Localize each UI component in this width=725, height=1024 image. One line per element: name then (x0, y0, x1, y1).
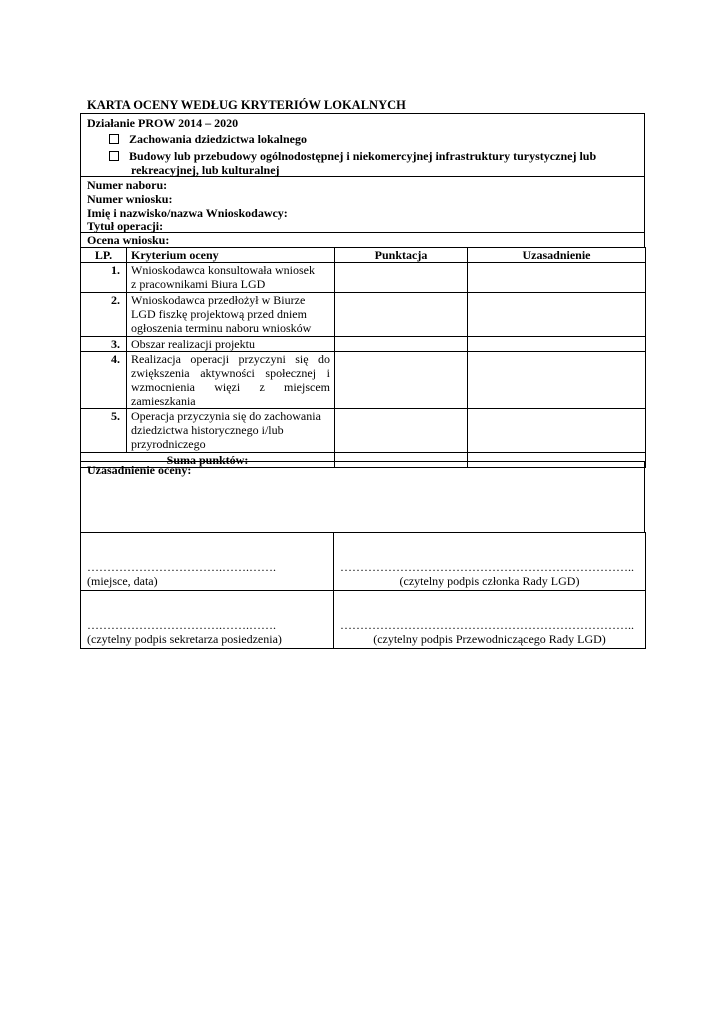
signatures-table (80, 532, 646, 649)
signatures-wrap (80, 532, 645, 649)
signature-row (81, 533, 646, 591)
justification-cell[interactable] (468, 293, 646, 337)
signature-dots: …………………………….…….……. (87, 618, 276, 632)
option-infrastructure-label-line2: rekreacyjnej, lub kulturalnej (131, 163, 280, 177)
signature-dots: ……………………………………………………………….. (340, 560, 634, 574)
criterion-line: wzmocnienia więzi z miejscem (131, 380, 330, 394)
criterion-line: zwiększenia aktywności społecznej i (131, 366, 330, 380)
checkbox-infrastructure[interactable] (109, 151, 119, 161)
evaluation-section (80, 232, 645, 248)
option-heritage[interactable] (109, 132, 307, 146)
score-cell[interactable] (335, 293, 468, 337)
option-infrastructure[interactable] (109, 149, 596, 163)
criteria-table-wrap (80, 247, 645, 468)
signature-dots: …………………………….…….……. (87, 560, 276, 574)
criterion-line: Operacja przyczynia się do zachowania (131, 409, 321, 423)
member-caption: (czytelny podpis członka Rady LGD) (399, 574, 580, 588)
row-criterion (127, 409, 335, 453)
criterion-line: LGD fiszkę projektową przed dniem (131, 307, 307, 321)
place-date-caption: (miejsce, data) (87, 574, 158, 588)
row-criterion (127, 293, 335, 337)
criterion-line: Wnioskodawca konsultowała wniosek (131, 263, 315, 277)
option-heritage-label: Zachowania dziedzictwa lokalnego (129, 132, 308, 146)
table-row (81, 263, 646, 293)
justification-cell[interactable] (468, 409, 646, 453)
member-signature-cell[interactable] (334, 533, 646, 591)
row-number: 4. (81, 352, 127, 409)
justification-section[interactable] (80, 461, 645, 533)
criterion-line: dziedzictwa historycznego i/lub (131, 423, 284, 437)
justification-label: Uzasadnienie oceny: (87, 463, 192, 477)
checkbox-heritage[interactable] (109, 134, 119, 144)
chairman-signature-cell[interactable] (334, 591, 646, 649)
info-section (80, 176, 645, 233)
criterion-line: ogłoszenia terminu naboru wniosków (131, 321, 312, 335)
row-number: 3. (81, 337, 127, 352)
option-infrastructure-label: Budowy lub przebudowy ogólnodostępnej i niekomercyjnej infrastruktury turystycznej lub (129, 149, 597, 163)
secretary-caption: (czytelny podpis sekretarza posiedzenia) (87, 632, 282, 646)
justification-cell[interactable] (468, 337, 646, 352)
table-row (81, 352, 646, 409)
secretary-signature-cell[interactable] (81, 591, 334, 649)
header-justification: Uzasadnienie (468, 248, 646, 263)
page-title: KARTA OCENY WEDŁUG KRYTERIÓW LOKALNYCH (87, 98, 406, 112)
recruitment-number-label: Numer naboru: (87, 178, 168, 192)
signature-dots: ……………………………………………………………….. (340, 618, 634, 632)
justification-cell[interactable] (468, 263, 646, 293)
score-cell[interactable] (335, 337, 468, 352)
table-header-row (81, 248, 646, 263)
place-date-cell[interactable] (81, 533, 334, 591)
signature-row (81, 591, 646, 649)
row-number: 1. (81, 263, 127, 293)
criterion-line: Wnioskodawca przedłożył w Biurze (131, 293, 306, 307)
justification-cell[interactable] (468, 352, 646, 409)
row-criterion (127, 337, 335, 352)
row-criterion (127, 263, 335, 293)
operation-title-label: Tytuł operacji: (87, 219, 164, 233)
action-section (80, 113, 645, 177)
row-criterion (127, 352, 335, 409)
criteria-table (80, 247, 646, 468)
action-label: Działanie PROW 2014 – 2020 (87, 116, 239, 130)
applicant-name-label: Imię i nazwisko/nazwa Wnioskodawcy: (87, 206, 288, 220)
application-number-label: Numer wniosku: (87, 192, 173, 206)
table-row (81, 337, 646, 352)
criterion-line: z pracownikami Biura LGD (131, 277, 266, 291)
criterion-line: przyrodniczego (131, 437, 206, 451)
table-row (81, 409, 646, 453)
sum-label: Suma punktów: (81, 453, 335, 468)
score-cell[interactable] (335, 409, 468, 453)
row-number: 2. (81, 293, 127, 337)
score-cell[interactable] (335, 352, 468, 409)
score-cell[interactable] (335, 263, 468, 293)
table-row (81, 293, 646, 337)
header-lp: LP. (81, 248, 127, 263)
header-criterion: Kryterium oceny (127, 248, 335, 263)
chairman-caption: (czytelny podpis Przewodniczącego Rady LGD) (373, 632, 606, 646)
criterion-line: zamieszkania (131, 394, 196, 408)
header-score: Punktacja (335, 248, 468, 263)
evaluation-label: Ocena wniosku: (87, 233, 170, 247)
criterion-line: Realizacja operacji przyczyni się do (131, 352, 330, 366)
row-number: 5. (81, 409, 127, 453)
criterion-line: Obszar realizacji projektu (131, 337, 255, 351)
